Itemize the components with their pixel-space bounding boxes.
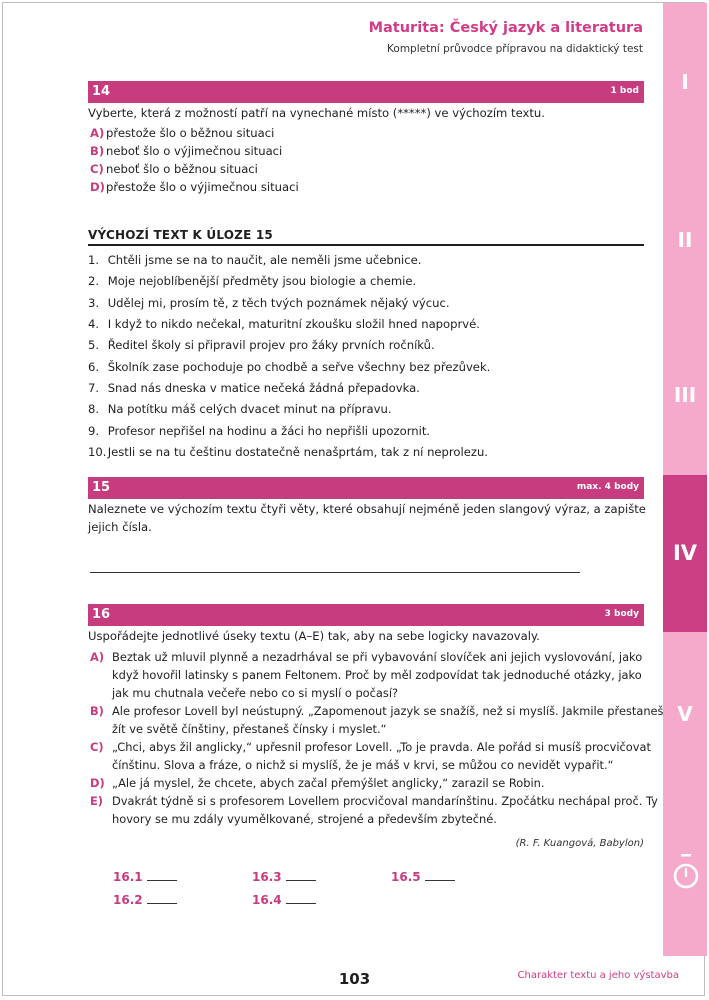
citation: (R. F. Kuangová, Babylon) bbox=[515, 838, 644, 849]
chapter-tab-2[interactable]: II bbox=[677, 228, 693, 252]
chapter-tab-5[interactable]: V bbox=[677, 702, 693, 726]
source-sentence: 8. Na potítku máš celých dvacet minut na přípravu. bbox=[88, 402, 392, 416]
option-letter: C) bbox=[90, 162, 104, 176]
option-letter: A) bbox=[90, 126, 105, 140]
chapter-tab-3[interactable]: III bbox=[673, 383, 697, 407]
book-subtitle: Kompletní průvodce přípravou na didaktický test bbox=[387, 43, 643, 55]
source-sentence: 10. Jestli se na tu češtinu dostatečně nenašprtám, tak z ní neprolezu. bbox=[88, 445, 488, 459]
option-text: přestože šlo o výjimečnou situaci bbox=[106, 180, 299, 194]
q14-option-b[interactable] bbox=[90, 142, 282, 160]
question-16-header bbox=[88, 604, 644, 626]
question-number: 14 bbox=[92, 84, 111, 99]
option-letter: D) bbox=[90, 180, 105, 194]
question-14-header bbox=[88, 81, 644, 103]
q14-option-d[interactable] bbox=[90, 178, 299, 196]
answer-slot-16-1[interactable]: 16.1 bbox=[113, 870, 177, 884]
source-sentence: 5. Ředitel školy si připravil projev pro žáky prvních ročníků. bbox=[88, 338, 435, 352]
question-15-header bbox=[88, 477, 644, 499]
answer-slot-16-2[interactable]: 16.2 bbox=[113, 893, 177, 907]
source-sentence: 6. Školník zase pochoduje po chodbě a seřve všechny bez přezůvek. bbox=[88, 360, 491, 374]
source-text-heading: VÝCHOZÍ TEXT K ÚLOZE 15 bbox=[88, 228, 273, 242]
q14-option-a[interactable] bbox=[90, 124, 274, 142]
option-text: přestože šlo o běžnou situaci bbox=[106, 126, 275, 140]
answer-slot-16-5[interactable]: 16.5 bbox=[391, 870, 455, 884]
answer-line[interactable] bbox=[90, 572, 580, 573]
stopwatch-icon bbox=[672, 853, 700, 891]
question-points: 3 body bbox=[604, 609, 639, 619]
source-sentence: 4. I když to nikdo nečekal, maturitní zkoušku složil hned napoprvé. bbox=[88, 317, 480, 331]
answer-slot-16-3[interactable]: 16.3 bbox=[252, 870, 316, 884]
source-sentence: 1. Chtěli jsme se na to naučit, ale neměli jsme učebnice. bbox=[88, 253, 422, 267]
option-letter: B) bbox=[90, 144, 105, 158]
book-title: Maturita: Český jazyk a literatura bbox=[368, 20, 643, 36]
source-sentence: 3. Udělej mi, prosím tě, z těch tvých poznámek nějaký výcuc. bbox=[88, 296, 450, 310]
section-name: Charakter textu a jeho výstavba bbox=[517, 970, 679, 981]
question-15-prompt-line2: jejich čísla. bbox=[88, 520, 152, 534]
question-points: max. 4 body bbox=[576, 482, 639, 492]
question-15-prompt-line1: Naleznete ve výchozím textu čtyři věty, které obsahují nejméně jeden slangový výraz, a zapište bbox=[88, 502, 646, 516]
chapter-tab-4-active[interactable]: IV bbox=[663, 475, 707, 632]
question-points: 1 bod bbox=[610, 86, 639, 96]
page-number: 103 bbox=[338, 970, 371, 988]
heading-divider bbox=[88, 244, 644, 246]
q14-option-c[interactable] bbox=[90, 160, 258, 178]
source-sentence: 7. Snad nás dneska v matice nečeká žádná přepadovka. bbox=[88, 381, 420, 395]
question-number: 15 bbox=[92, 480, 111, 495]
question-14-prompt: Vyberte, která z možností patří na vynechané místo (*****) ve výchozím textu. bbox=[88, 106, 545, 120]
option-text: neboť šlo o běžnou situaci bbox=[106, 162, 258, 176]
option-text: neboť šlo o výjimečnou situaci bbox=[106, 144, 283, 158]
chapter-tab-1[interactable]: I bbox=[681, 70, 689, 94]
question-number: 16 bbox=[92, 607, 111, 622]
source-sentence: 9. Profesor nepřišel na hodinu a žáci ho nepřišli upozornit. bbox=[88, 424, 431, 438]
answer-slot-16-4[interactable]: 16.4 bbox=[252, 893, 316, 907]
source-sentence: 2. Moje nejoblíbenější předměty jsou biologie a chemie. bbox=[88, 274, 417, 288]
question-16-prompt: Uspořádejte jednotlivé úseky textu (A–E) tak, aby na sebe logicky navazovaly. bbox=[88, 629, 540, 643]
